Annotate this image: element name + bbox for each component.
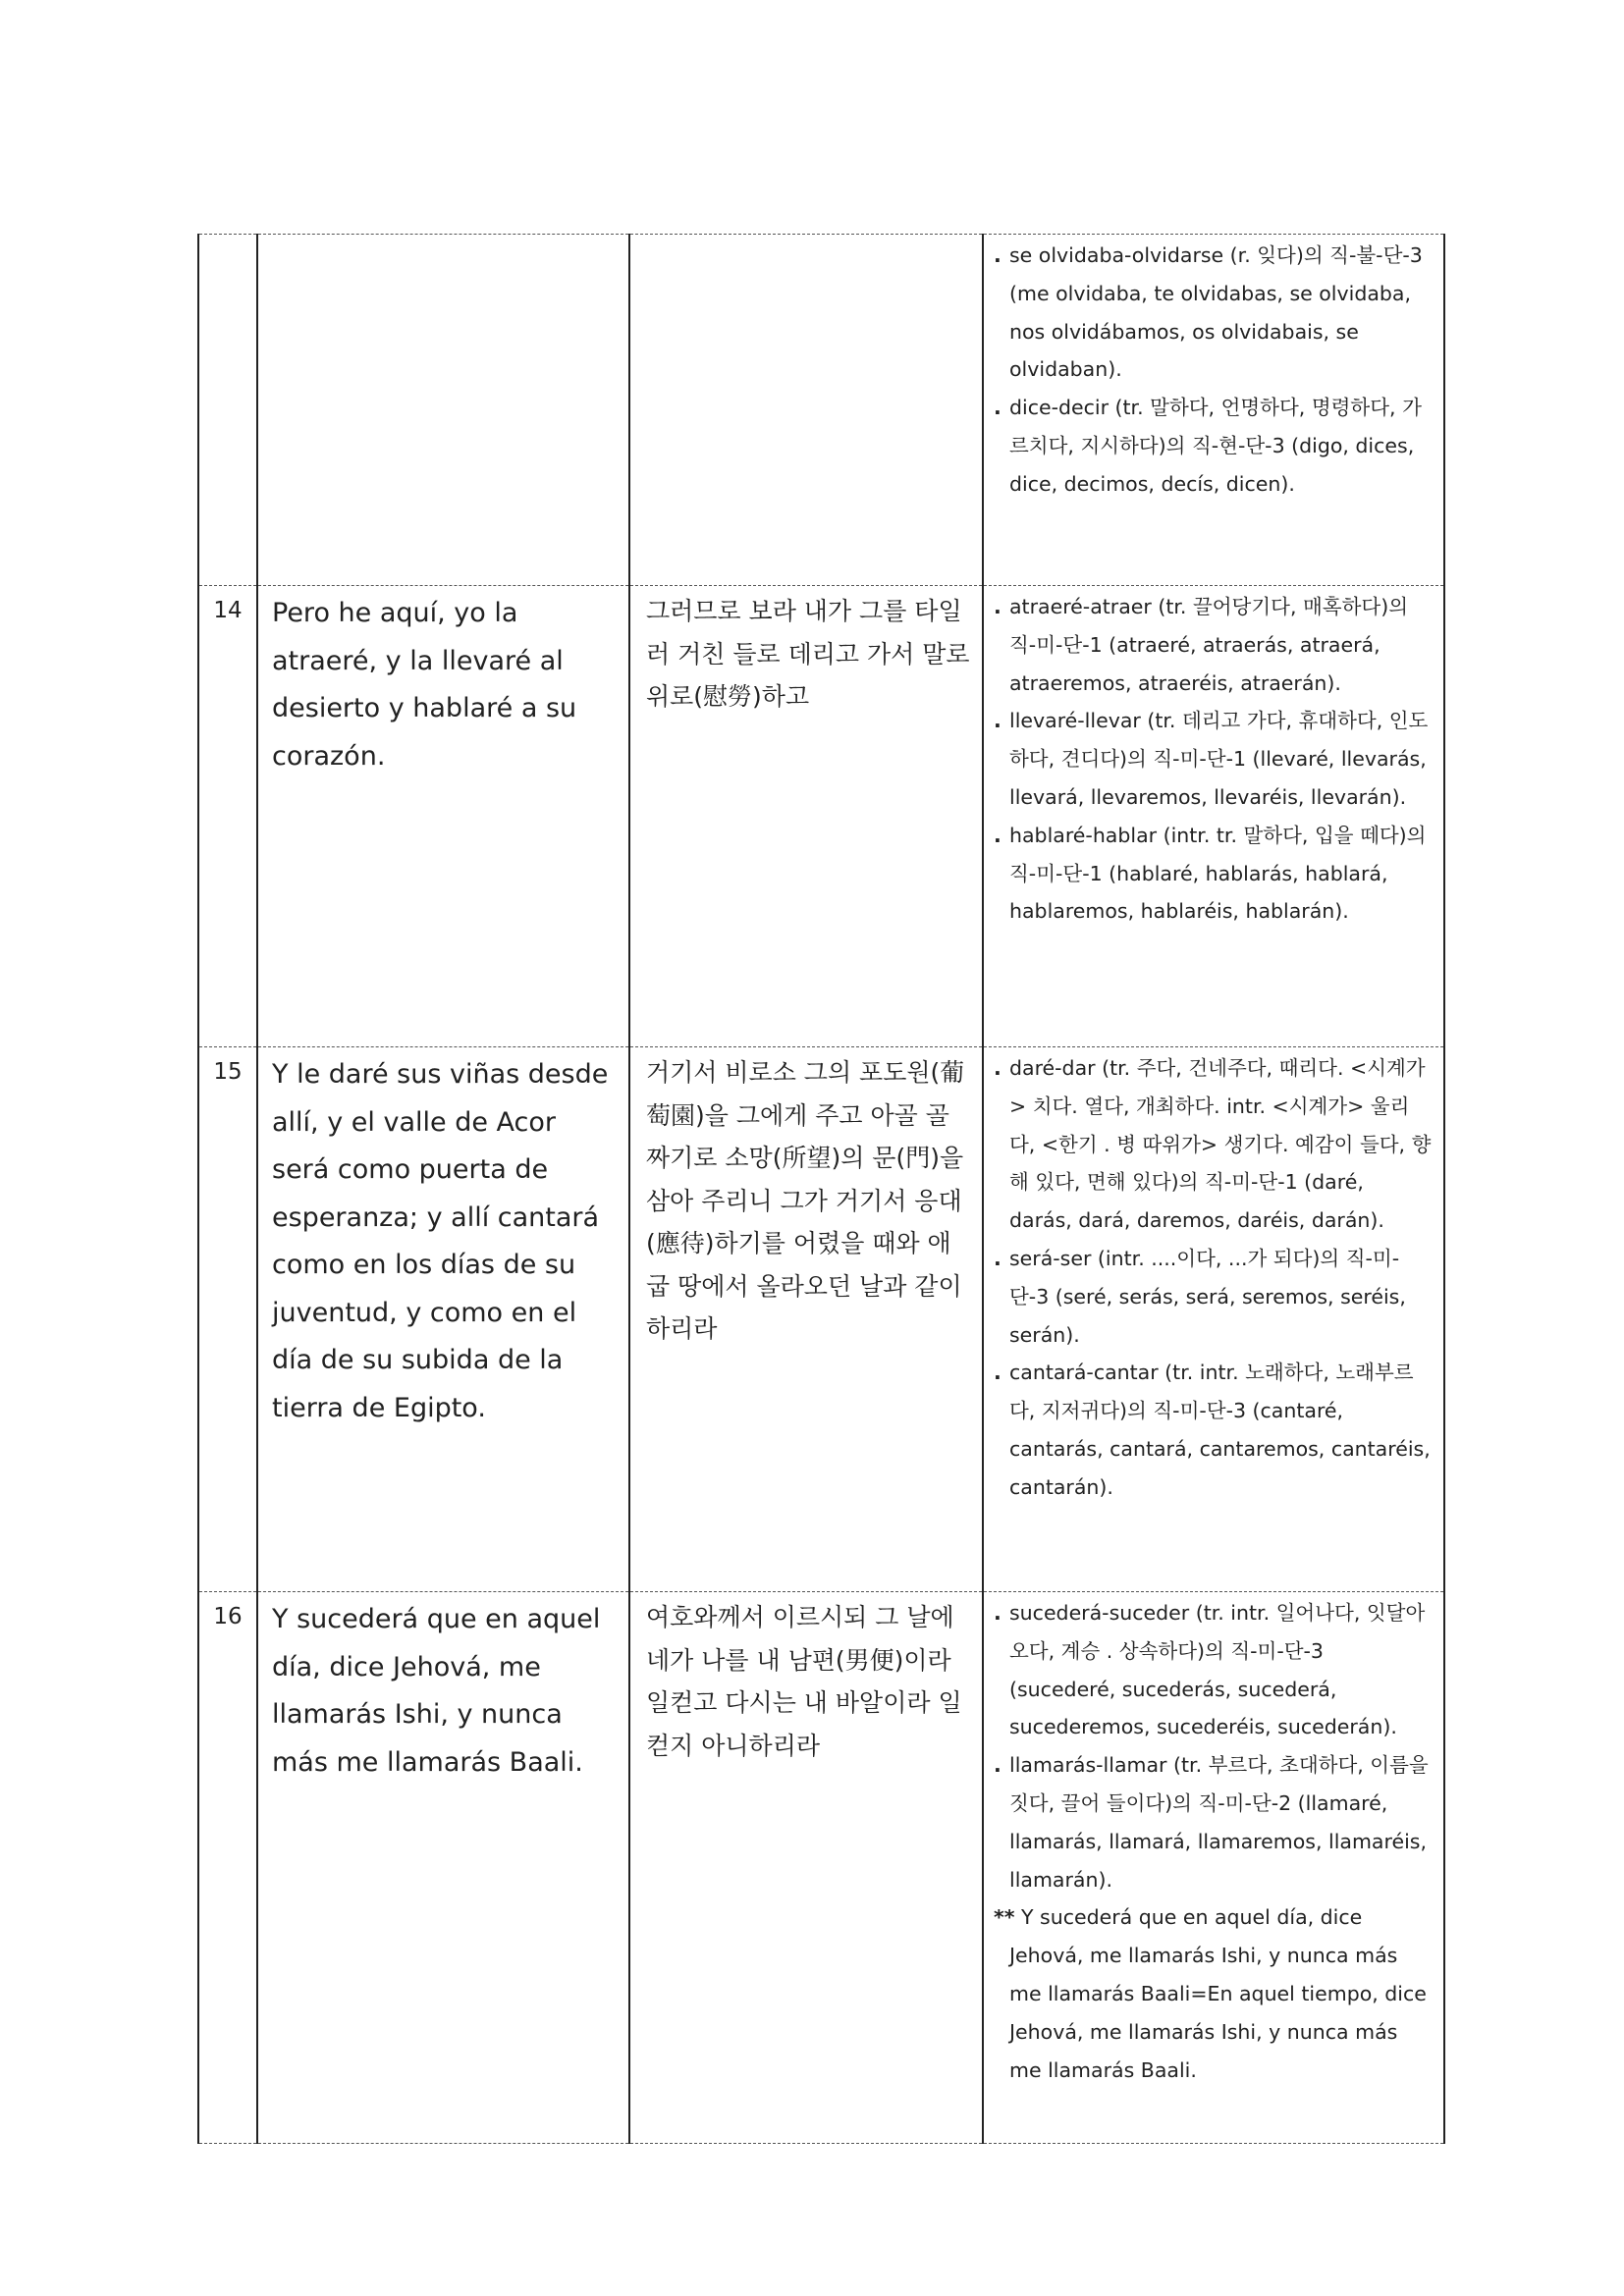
korean-text: 거기서 비로소 그의 포도원(葡萄園)을 그에게 주고 아골 골짜기로 소망(所望)의 문(門)을 삼아 주리니 그가 거기서 응대(應待)하기를 어렸을 때와 애굽 땅에서 올라오던 날과 같이 하리라 <box>646 1058 965 1343</box>
bullet-dot: . <box>994 1601 1001 1625</box>
verse-number-cell <box>198 235 257 586</box>
note-text: daré-dar (tr. 주다, 건네주다, 때리다. <시계가> 치다. 열다, 개최하다. intr. <시계가> 울리다, <한기 . 병 따위가> 생기다. 예감이 들다, 향해 있다, 면해 있다)의 직-미-단-1 (daré, darás, dará, daremos, daréis, darán). <box>1009 1056 1432 1233</box>
bullet-dot: . <box>994 709 1001 733</box>
special-note-text: Y sucederá que en aquel día, dice Jehová, me llamarás Ishi, y nunca más me llamarás Baali=En aquel tiempo, dice Jehová, me llamarás Ishi, y nunca más me llamarás Baali. <box>1009 1905 1427 2082</box>
note-text: llamarás-llamar (tr. 부르다, 초대하다, 이름을 짓다, 끌어 들이다)의 직-미-단-2 (llamaré, llamarás, llamará, llamaremos, llamaréis, llamarán). <box>1009 1753 1429 1892</box>
grammar-note <box>994 237 1432 389</box>
bullet-dot: . <box>994 1361 1001 1385</box>
note-text: atraeré-atraer (tr. 끌어당기다, 매혹하다)의 직-미-단-1 (atraeré, atraerás, atraerá, atraeremos, atraeréis, atraerán). <box>1009 595 1409 695</box>
table-row <box>198 1592 1444 2144</box>
grammar-note <box>994 1746 1432 1898</box>
spanish-text: Y sucederá que en aquel día, dice Jehová, me llamarás Ishi, y nunca más me llamarás Baali. <box>272 1604 601 1778</box>
bullet-dot: . <box>994 243 1001 267</box>
grammar-note <box>994 1049 1432 1240</box>
verse-table <box>197 234 1445 2144</box>
bullet-dot: . <box>994 1246 1001 1270</box>
spanish-text-cell <box>257 586 629 1047</box>
spanish-text-cell <box>257 235 629 586</box>
korean-text-cell <box>629 235 983 586</box>
bullet-dot: . <box>994 1056 1001 1080</box>
korean-text-cell <box>629 586 983 1047</box>
verse-number-cell <box>198 1047 257 1592</box>
grammar-notes-cell <box>983 235 1444 586</box>
grammar-note <box>994 1240 1432 1354</box>
grammar-note <box>994 1594 1432 1746</box>
verse-table-body <box>198 235 1444 2144</box>
grammar-note <box>994 702 1432 816</box>
korean-text-cell <box>629 1047 983 1592</box>
note-text: hablaré-hablar (intr. tr. 말하다, 입을 떼다)의 직-미-단-1 (hablaré, hablarás, hablará, hablaremos, hablaréis, hablarán). <box>1009 823 1427 924</box>
table-row <box>198 1047 1444 1592</box>
grammar-note <box>994 817 1432 931</box>
verse-number: 15 <box>213 1059 243 1085</box>
grammar-notes-cell <box>983 1592 1444 2144</box>
special-note <box>994 1898 1432 2089</box>
grammar-note <box>994 1354 1432 1506</box>
korean-text: 그러므로 보라 내가 그를 타일러 거친 들로 데리고 가서 말로 위로(慰勞)하고 <box>646 597 970 711</box>
grammar-note <box>994 588 1432 702</box>
table-row <box>198 586 1444 1047</box>
bullet-dot: . <box>994 823 1001 847</box>
spanish-text: Y le daré sus viñas desde allí, y el valle de Acor será como puerta de esperanza; y allí cantará como en los días de su juventud, y como en el día de su subida de la tierra de Egipto. <box>272 1059 609 1423</box>
grammar-notes-cell <box>983 586 1444 1047</box>
verse-number-cell <box>198 1592 257 2144</box>
grammar-notes-cell <box>983 1047 1444 1592</box>
grammar-note <box>994 389 1432 503</box>
spanish-text-cell <box>257 1592 629 2144</box>
verse-number: 16 <box>213 1604 243 1629</box>
note-text: llevaré-llevar (tr. 데리고 가다, 휴대하다, 인도하다, 견디다)의 직-미-단-1 (llevaré, llevarás, llevará, llevaremos, llevaréis, llevarán). <box>1009 709 1429 809</box>
spanish-text: Pero he aquí, yo la atraeré, y la llevaré al desierto y hablaré a su corazón. <box>272 598 577 772</box>
note-text: cantará-cantar (tr. intr. 노래하다, 노래부르다, 지저귀다)의 직-미-단-3 (cantaré, cantarás, cantará, cantaremos, cantaréis, cantarán). <box>1009 1361 1431 1499</box>
table-row <box>198 235 1444 586</box>
bullet-dot: . <box>994 595 1001 618</box>
note-text: dice-decir (tr. 말하다, 언명하다, 명령하다, 가르치다, 지시하다)의 직-현-단-3 (digo, dices, dice, decimos, decís, dicen). <box>1009 396 1422 496</box>
verse-number-cell <box>198 586 257 1047</box>
verse-number: 14 <box>213 598 243 623</box>
note-text: será-ser (intr. ....이다, ...가 되다)의 직-미-단-3 (seré, serás, será, seremos, seréis, serán). <box>1009 1246 1406 1347</box>
spanish-text-cell <box>257 1047 629 1592</box>
korean-text-cell <box>629 1592 983 2144</box>
note-text: sucederá-suceder (tr. intr. 일어나다, 잇달아 오다, 계승 . 상속하다)의 직-미-단-3 (sucederé, sucederás, sucederá, sucederemos, sucederéis, sucederán). <box>1009 1601 1426 1739</box>
special-note-marker: ** <box>994 1905 1015 1930</box>
note-text: se olvidaba-olvidarse (r. 잊다)의 직-불-단-3 (me olvidaba, te olvidabas, se olvidaba, nos olvidábamos, os olvidabais, se olvidaban). <box>1009 243 1423 382</box>
bullet-dot: . <box>994 396 1001 420</box>
korean-text: 여호와께서 이르시되 그 날에 네가 나를 내 남편(男便)이라 일컫고 다시는 내 바알이라 일컫지 아니하리라 <box>646 1603 962 1760</box>
bullet-dot: . <box>994 1753 1001 1778</box>
